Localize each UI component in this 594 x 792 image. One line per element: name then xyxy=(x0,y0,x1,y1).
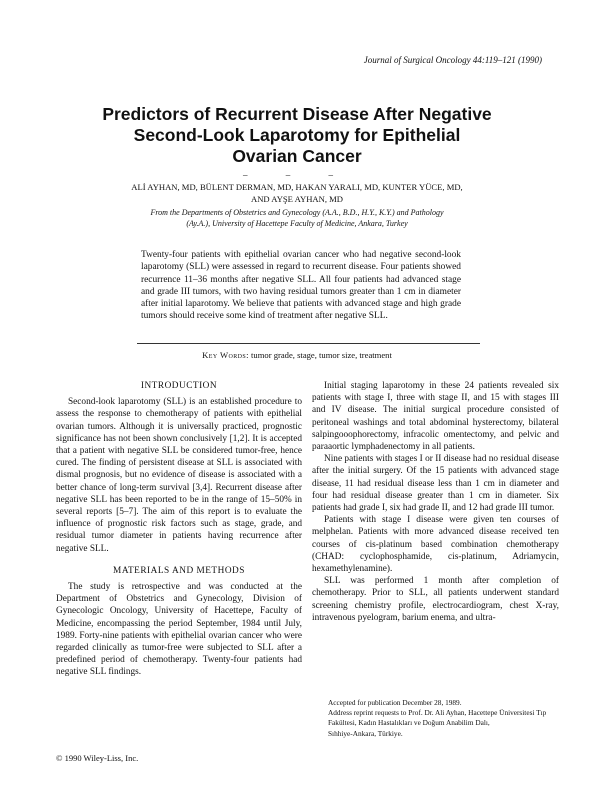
title-line: Ovarian Cancer xyxy=(232,146,362,166)
copyright: © 1990 Wiley-Liss, Inc. xyxy=(56,753,139,763)
introduction-heading: INTRODUCTION xyxy=(140,381,218,391)
keywords xyxy=(80,350,514,360)
footnote-address-2: Sıhhiye-Ankara, Türkiye. xyxy=(328,728,403,738)
footnote-address: Address reprint requests to Prof. Dr. Ali Ayhan, Hacettepe Üniversitesi Tıp Fakültesi, Kadın Hastalıkları ve Doğum Anabilim Dalı, xyxy=(328,708,547,728)
staging-paragraph: Initial staging laparotomy in these 24 patients revealed six patients with stage I, three with stage II, and 15 with stages III and IV disease. The initial surgical procedure consisted of peritoneal washings and total abdominal hysterectomy, bilateral salpingooophorectomy, infracolic omentectomy, and pelvic and paraaortic lymphadenectomy in all patients. xyxy=(312,381,559,453)
authors-line: ALİ AYHAN, MD, BÜLENT DERMAN, MD, HAKAN YARALI, MD, KUNTER YÜCE, MD, xyxy=(131,182,463,192)
footnote xyxy=(328,698,560,739)
title-dashes: – – – xyxy=(243,170,351,180)
abstract: Twenty-four patients with epithelial ovarian cancer who had negative second-look laparotomy (SLL) were assessed in regard to recurrent disease. Four patients showed recurrence 11–36 months after negative SLL. All four patients had advanced stage and grade III tumors, with two having residual tumors greater than 1 cm in diameter after initial laparotomy. We believe that patients with advanced stage and high grade tumors should receive some kind of treatment after negative SLL. xyxy=(141,250,461,322)
residual-paragraph: Nine patients with stages I or II disease had no residual disease after the initial surgery. Of the 15 patients with advanced stage disease, 11 had residual disease less than 1 cm in diameter and four had residual disease greater than 1 cm in diameter. Six patients had grade I, six had grade II, and 12 had grade III tumor. xyxy=(312,454,559,514)
treatment-paragraph: Patients with stage I disease were given ten courses of melphelan. Patients with more advanced disease received ten courses of cis-platinum based combination chemotherapy (CHAD: cyclophosphamide, cis-platinum, Adriamycin, hexamethylenamine). xyxy=(312,515,559,575)
methods-paragraph: The study is retrospective and was conducted at the Department of Obstetrics and Gynecology, Division of Gynecologic Oncology, University of Hacettepe, Faculty of Medicine, encompassing the period September, 1984 until July, 1989. Forty-nine patients with epithelial ovarian cancer who were regarded clinically as tumor-free were subjected to SLL after a predefined period of chemotherapy. Twenty-four patients had negative SLL findings. xyxy=(56,582,302,678)
affiliation xyxy=(60,207,534,229)
affiliation-line: (Ay.A.), University of Hacettepe Faculty of Medicine, Ankara, Turkey xyxy=(186,219,408,228)
left-column xyxy=(56,380,302,679)
sll-paragraph: SLL was performed 1 month after completion of chemotherapy. Prior to SLL, all patients underwent standard screening chemistry profile, electrocardiogram, chest X-ray, intravenous pyelogram, barium enema, and ultra- xyxy=(312,576,559,623)
abstract-divider xyxy=(137,343,480,344)
article-title xyxy=(40,104,554,167)
keywords-label: Key Words: xyxy=(202,350,249,360)
title-line: Predictors of Recurrent Disease After Negative xyxy=(102,104,492,124)
methods-heading: MATERIALS AND METHODS xyxy=(113,565,245,576)
introduction-paragraph: Second-look laparotomy (SLL) is an established procedure to assess the response to chemotherapy of patients with epithelial ovarian tumors. Although it is universally practiced, prognostic significance has not been shown conclusively [1,2]. It is accepted that a patient with negative SLL be considered tumor-free, hence cured. The finding of persistent disease at SLL is associated with dismal prognosis, but no evidence of disease is associated with a better chance of long-term survival [3,4]. Recurrent disease after negative SLL has been reported to be in the range of 15–50% in several reports [5–7]. The aim of this report is to evaluate the influence of prognostic risk factors such as stage, grade, and residual tumor diameter in patients having recurrence after negative SLL. xyxy=(56,397,302,554)
journal-citation: Journal of Surgical Oncology 44:119–121 (1990) xyxy=(363,55,542,65)
affiliation-line: From the Departments of Obstetrics and Gynecology (A.A., B.D., H.Y., K.Y.) and Pathology xyxy=(150,208,444,217)
authors-line-2: AND AYŞE AYHAN, MD xyxy=(250,194,343,204)
right-column xyxy=(312,380,559,624)
keywords-text: tumor grade, stage, tumor size, treatment xyxy=(251,350,392,360)
author-list xyxy=(60,181,534,205)
title-line: Second-Look Laparotomy for Epithelial xyxy=(133,125,461,145)
footnote-accepted: Accepted for publication December 28, 1989. xyxy=(328,698,462,707)
